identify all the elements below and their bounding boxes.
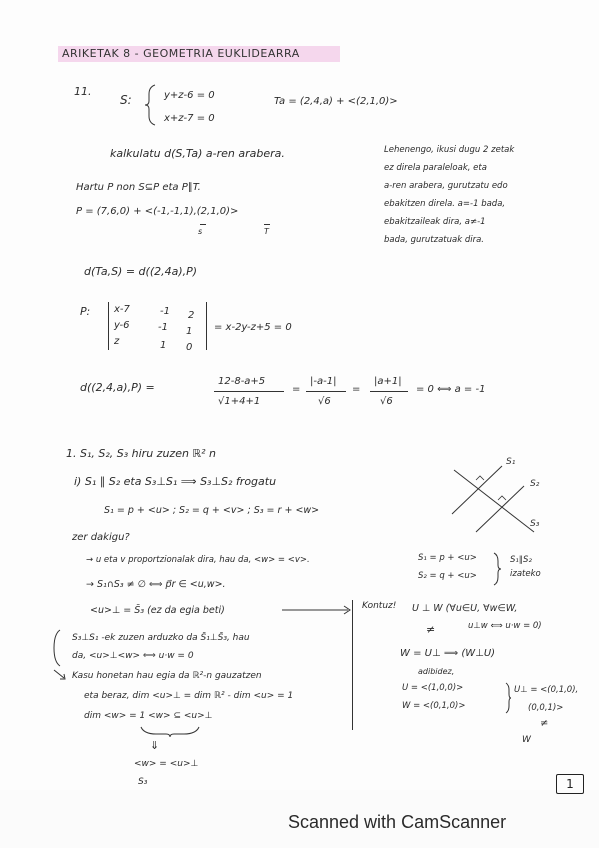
w-example: W = <(0,1,0)> [402, 701, 466, 711]
kontuz-equation-2: u⊥w ⟺ u·w = 0) [468, 621, 542, 631]
plane-equation: = x-2y-z+5 = 0 [214, 322, 292, 333]
adibidez-label: adibidez, [418, 667, 455, 676]
reasoning-line-5b: eta beraz, dim <u>⊥ = dim ℝ² - dim <u> = 1 [84, 691, 294, 701]
diagram-label-s1: S₁ [506, 457, 516, 467]
example-brace [504, 682, 512, 714]
fraction-2-denominator: √6 [318, 396, 331, 407]
side-system-2: S₂ = q + <u> [418, 571, 477, 581]
reasoning-line-5c: dim <w> = 1 <w> ⊆ <u>⊥ [84, 711, 213, 721]
side-note-line: ebakitzaileak dira, a≠-1 [384, 217, 486, 227]
side-note-parallel: S₁∥S₂ [510, 555, 532, 565]
det-cell: x-7 [114, 304, 130, 315]
reasoning-line-3: <u>⊥ = S̄₃ (ez da egia beti) [90, 605, 225, 616]
hartu-line: Hartu P non S⊆P eta P∥T. [76, 182, 201, 193]
calc-statement: kalkulatu d(S,Ta) a-ren arabera. [110, 147, 285, 160]
fraction-2-bar [306, 391, 346, 392]
final-distance-label: d((2,4,a),P) = [80, 381, 155, 394]
fraction-3-denominator: √6 [380, 396, 393, 407]
arrow-to-kontuz [282, 604, 354, 616]
perpendicular-lines-sketch [440, 456, 560, 540]
fraction-3-numerator: |a+1| [374, 376, 402, 387]
det-cell: 1 [160, 340, 167, 351]
side-note-line: ez direla paraleloak, eta [384, 163, 487, 173]
scanner-watermark: Scanned with CamScanner [288, 812, 507, 832]
det-cell: y-6 [114, 320, 130, 331]
left-arrow-mark [52, 668, 68, 682]
not-equal-mark: ≠ [426, 623, 436, 636]
w-perp-definition: W = U⊥ ⟹ (W⊥U) [400, 648, 496, 659]
reasoning-line-6: <w> = <u>⊥ [134, 759, 199, 769]
side-system-brace [492, 552, 502, 586]
kontuz-equation: U ⊥ W (∀u∈U, ∀w∈W, [412, 603, 518, 614]
separator-line [352, 600, 353, 730]
fraction-2-numerator: |-a-1| [310, 376, 337, 387]
det-cell: -1 [160, 306, 170, 317]
underline-mark [200, 224, 206, 225]
side-note-line: ebakitzen direla. a=-1 bada, [384, 199, 506, 209]
det-cell: z [114, 336, 120, 347]
fraction-1-denominator: √1+4+1 [218, 396, 261, 407]
u-example: U = <(1,0,0)> [402, 683, 464, 693]
underline-mark [264, 224, 270, 225]
down-arrow: ⇓ [150, 739, 160, 752]
p-definition: P = (7,6,0) + <(-1,-1,1),(2,1,0)> [76, 206, 239, 217]
line-definitions: S₁ = p + <u> ; S₂ = q + <v> ; S₃ = r + <w> [104, 505, 320, 516]
left-margin-bracket [52, 628, 62, 668]
not-equal-mark-2: ≠ [540, 718, 549, 729]
diagram-label-s2: S₂ [530, 479, 540, 489]
reasoning-line-4a: S₃⊥S₁ -ek zuzen arduzko da S̄₁⊥S̄₃, hau [72, 633, 250, 643]
reasoning-line-7: S₃ [138, 777, 148, 787]
det-cell: 1 [186, 326, 193, 337]
fraction-1-numerator: 12-8-a+5 [218, 376, 266, 387]
equals-sign: = [292, 384, 301, 395]
kontuz-label: Kontuz! [362, 601, 397, 611]
det-left-bar [108, 302, 109, 350]
diagram-label-s3: S₃ [530, 519, 540, 529]
part-i-statement: i) S₁ ∥ S₂ eta S₃⊥S₁ ⟹ S₃⊥S₂ frogatu [74, 475, 277, 488]
w-trailing: W [522, 735, 531, 745]
side-note-line: Lehenengo, ikusi dugu 2 zetak [384, 145, 515, 155]
side-note-line: bada, gurutzatuak dira. [384, 235, 484, 245]
side-note-izateko: izateko [510, 569, 541, 579]
det-cell: -1 [158, 322, 168, 333]
page-title: ARIKETAK 8 - GEOMETRIA EUKLIDEARRA [62, 47, 300, 60]
fraction-1-bar [214, 391, 284, 392]
det-label: P: [80, 305, 91, 318]
det-right-bar [206, 302, 207, 350]
question-line: zer dakigu? [72, 532, 130, 543]
s-system-brace [143, 84, 157, 126]
reasoning-line-2: → S₁∩S₃ ≠ ∅ ⟺ p⃗r ∈ <u,w>. [86, 579, 226, 590]
final-result: = 0 ⟺ a = -1 [416, 384, 486, 395]
page-number: 1 [556, 774, 584, 794]
det-cell: 0 [186, 342, 193, 353]
reasoning-line-4b: da, <u>⊥<w> ⟺ u·w = 0 [72, 651, 194, 661]
s-label: S: [120, 93, 132, 107]
s-equation-2: x+z-7 = 0 [164, 113, 215, 124]
s-equation-1: y+z-6 = 0 [164, 90, 215, 101]
det-cell: 2 [188, 310, 195, 321]
reasoning-line-5a: Kasu honetan hau egia da ℝ²-n gauzatzen [72, 671, 262, 681]
p-underbrace-s: s [198, 227, 203, 236]
exercise-number: 11. [74, 85, 92, 98]
exercise-1-header: 1. S₁, S₂, S₃ hiru zuzen ℝ² n [66, 447, 217, 460]
underbrace [140, 726, 200, 738]
p-underbrace-t: T [264, 227, 269, 236]
ta-definition: Ta = (2,4,a) + <(2,1,0)> [274, 96, 398, 107]
reasoning-line-1: → u eta v proportzionalak dira, hau da, <w> = <v>. [86, 555, 310, 565]
fraction-3-bar [370, 391, 408, 392]
side-note-line: a-ren arabera, gurutzatu edo [384, 181, 508, 191]
u-perp-example-2: (0,0,1)> [528, 703, 564, 713]
side-system-1: S₁ = p + <u> [418, 553, 477, 563]
u-perp-example-1: U⊥ = <(0,1,0), [514, 685, 579, 695]
equals-sign: = [352, 384, 361, 395]
distance-equality: d(Ta,S) = d((2,4a),P) [84, 265, 198, 278]
